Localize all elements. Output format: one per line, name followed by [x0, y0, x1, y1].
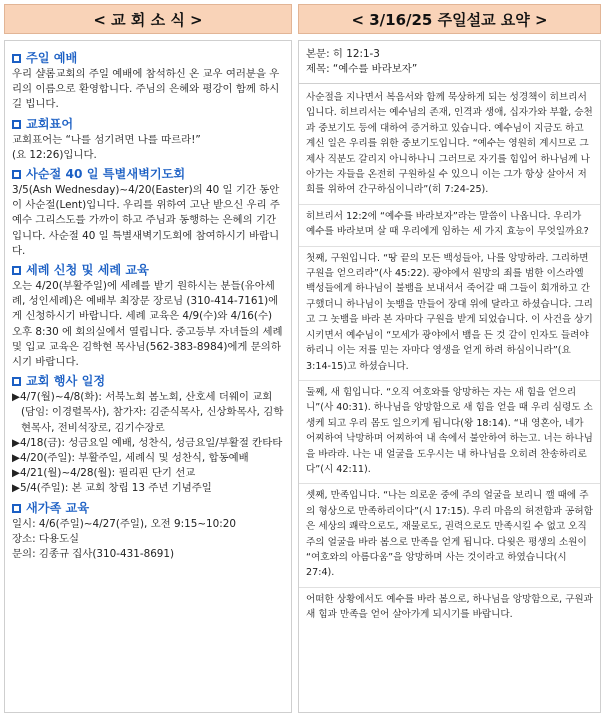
square-bullet-icon [12, 266, 21, 275]
news-section-title [12, 166, 284, 183]
sermon-scripture: 본문: 히 12:1-3 [306, 48, 380, 60]
square-bullet-icon [12, 54, 21, 63]
news-text: 오는 4/20(부활주일)에 세례를 받기 원하시는 분들(유아세례, 성인세례)은 예배부 최장문 장로님 (310-414-7161)에게 신청하시기 바랍니다. 세례 교육은 4/9(수)와 4/16(수) 오후 8:30 에 회의실에서 열립니다. 중고등부 자녀들의 세례 및 입교 교육은 김학현 목사님(562-383-8984)에게 문의하시기 바랍니다. [12, 280, 283, 369]
family-place: 장소: 다용도실 [12, 532, 80, 545]
news-section-motto [12, 116, 284, 163]
square-bullet-icon [12, 170, 21, 179]
news-section-title-text: 교회 행사 일정 [26, 374, 106, 389]
sermon-paragraph: 히브리서 12:2에 “예수를 바라보자”라는 말씀이 나옵니다. 우리가 예수를 바라보며 살 때 우리에게 임하는 세 가지 효능이 무엇일까요? [299, 204, 600, 240]
sermon-summary-column [298, 40, 601, 713]
news-section-body [12, 517, 284, 563]
church-news-column [4, 40, 292, 713]
news-section-worship [12, 50, 284, 113]
news-section-title-text: 교회표어 [26, 116, 74, 131]
church-news-header-label: < 교 회 소 식 > [93, 10, 203, 29]
event-item: ▶4/21(월)~4/28(월): 필리핀 단기 선교 [12, 467, 196, 480]
news-section-title-text: 새가족 교육 [26, 500, 90, 515]
news-section-body [12, 67, 284, 113]
news-section-events [12, 373, 284, 496]
event-item: ▶4/18(금): 성금요일 예배, 성찬식, 성금요일/부활절 칸타타 [12, 436, 283, 449]
news-section-title [12, 500, 284, 517]
news-section-body [12, 279, 284, 370]
square-bullet-icon [12, 377, 21, 386]
event-item: ▶4/7(월)~4/8(화): 서북노회 봄노회, 산호세 더웨이 교회(담임: 이경렬목사), 참가자: 김준식목사, 신상화목사, 김학현목사, 전비석장로, 김기수장로 [12, 391, 284, 434]
news-text: 3/5(Ash Wednesday)~4/20(Easter)의 40 일 기간 동안이 사순절(Lent)입니다. 우리를 위하여 고난 받으신 우리 주 예수 그리스도를 가까이 하고 주님과 동행하는 은혜의 기간입니다. 사순절 40 일 특별새벽기도회에 참여하시기 바랍니다. [12, 184, 280, 257]
sermon-paragraph: 둘째, 새 힘입니다. “오직 여호와를 앙망하는 자는 새 힘을 얻으리니”(사 40:31). 하나님을 앙망함으로 새 힘을 얻을 때 우리 심령도 소생케 되고 우리 몸도 일으키게 됩니다(왕 18:14). “내 영혼아, 네가 어찌하여 낙망하며 어찌하여 내 속에서 불안하여 하는고. 너는 하나님을 바라라. 나는 내 얼굴을 도우시는 내 하나님을 오히려 찬송하리로다”(시 42:11). [299, 380, 600, 477]
sermon-title: 제목: “예수를 바라보자” [306, 63, 418, 75]
square-bullet-icon [12, 120, 21, 129]
event-list [12, 390, 284, 496]
news-section-title [12, 116, 284, 133]
news-section-title [12, 262, 284, 279]
family-contact: 문의: 김종규 집사(310-431-8691) [12, 548, 175, 561]
news-section-title [12, 50, 284, 67]
news-section-body [12, 133, 284, 163]
news-section-new-family [12, 500, 284, 563]
sermon-summary-header-label: < 3/16/25 주일설교 요약 > [351, 10, 548, 29]
event-item: ▶5/4(주일): 본 교회 창립 13 주년 기념주일 [12, 482, 212, 495]
news-text: (요 12:26)입니다. [12, 148, 97, 161]
news-section-baptism [12, 262, 284, 370]
divider [299, 83, 600, 84]
news-section-body [12, 183, 284, 259]
sermon-heading [306, 47, 593, 77]
news-section-title-text: 주일 예배 [26, 51, 78, 65]
square-bullet-icon [12, 504, 21, 513]
news-section-title [12, 373, 284, 390]
church-news-header [4, 4, 292, 34]
event-item: ▶4/20(주일): 부활주일, 세례식 및 성찬식, 합동예배 [12, 452, 249, 465]
sermon-paragraph: 첫째, 구원입니다. “땅 끝의 모든 백성들아, 나를 앙망하라. 그리하면 구원을 얻으리라”(사 45:22). 광야에서 원망의 죄를 범한 이스라엘 백성들에게 하나님이 불뱀을 보내셔서 죽어갈 때 그들이 회개하고 간구했더니 하나님이 놋뱀을 만들어 장대 위에 달라고 하셨습니다. 그리고 그 놋뱀을 바라 본 자마다 구원을 받게 되었습니다. 이 사건을 상기시키면서 예수님이 “모세가 광야에서 뱀을 든 것 같이 인자도 들려야 하리니 이는 저를 믿는 자마다 영생을 얻게 하려 하심이니라”(요 3:14-15)고 하셨습니다. [299, 246, 600, 374]
sermon-paragraph: 사순절을 지나면서 복음서와 함께 묵상하게 되는 성경책이 히브리서입니다. 히브리서는 예수님의 존재, 인격과 생애, 십자가와 부활, 승천과 중보기도 등에 대하여 증거하고 있습니다. 예수님이 지금도 하고 계신 일은 우리를 위한 중보기도입니다. “예수는 영원히 계시므로 그 제사 직분도 갈리지 아니하나니 그러므로 자기를 힘입어 하나님께 나아가는 자들을 온전히 구원하실 수 있으니 이는 그가 항상 살아서 저희를 위하여 간구하심이니라”(히 7:24-25). [306, 92, 593, 196]
sermon-paragraph: 셋째, 만족입니다. “나는 의로운 중에 주의 얼굴을 보리니 깰 때에 주의 형상으로 만족하리이다”(시 17:15). 우리 마음의 허전함과 공허함은 세상의 쾌락으로도, 재물로도, 권력으로도 만족시킬 수 없고 오직 주의 얼굴을 바라 봄으로 만족을 얻게 됩니다. 다윗은 평생의 소원이 “여호와의 아름다움”을 앙망하며 사는 것이라고 하였습니다(시 27:4). [299, 483, 600, 580]
family-date: 일시: 4/6(주일)~4/27(주일), 오전 9:15~10:20 [12, 517, 236, 530]
news-text: 교회표어는 “나를 섬기려면 나를 따르라!” [12, 133, 201, 146]
news-section-lent-prayer [12, 166, 284, 259]
news-text: 우리 샬롬교회의 주일 예배에 참석하신 온 교우 여러분을 우리의 이름으로 환영합니다. 주님의 은혜와 평강이 함께 하시길 빕니다. [12, 68, 280, 111]
news-section-title-text: 사순절 40 일 특별새벽기도회 [26, 167, 186, 182]
sermon-paragraph: 어떠한 상황에서도 예수를 바라 봄으로, 하나님을 앙망함으로, 구원과 새 힘과 만족을 얻어 살아가게 되시기를 바랍니다. [299, 587, 600, 623]
news-section-title-text: 세례 신청 및 세례 교육 [26, 263, 149, 278]
sermon-summary-header [298, 4, 601, 34]
